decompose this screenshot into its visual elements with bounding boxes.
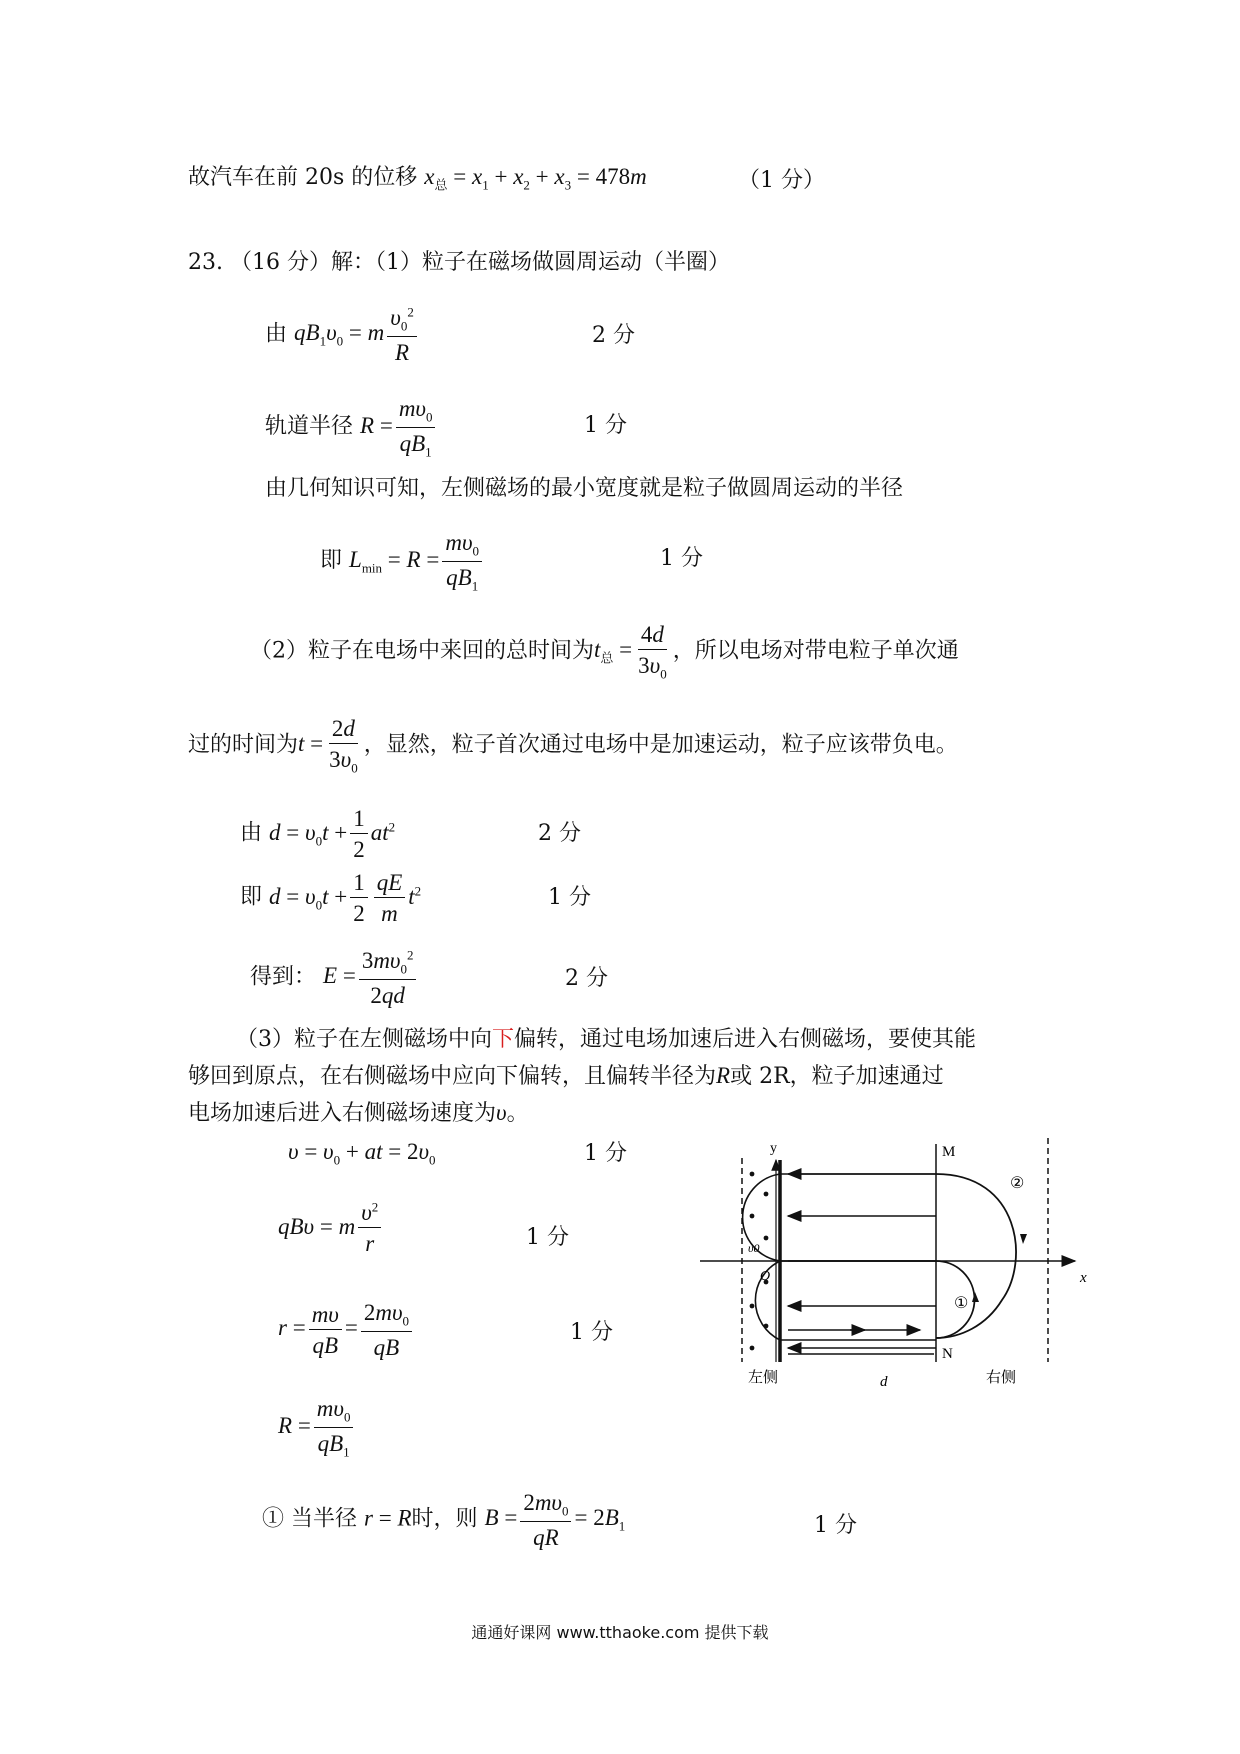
part3-paragraph: （3）粒子在左侧磁场中向下偏转，通过电场加速后进入右侧磁场，要使其能 够回到原点，在右侧磁场中应向下偏转，且偏转半径为R或 2R，粒子加速通过 电场加速后进入右侧磁场速度为υ。 [188, 1027, 977, 1126]
equation-velocity: $\upsilon = \upsilon_0$ + at = $2\upsilon_0$ [288, 1139, 436, 1168]
equation-displacement: 由 $d = \upsilon_0t$ + $\frac{1}{2}$ $at^2$ [240, 806, 396, 863]
score-lorentz: 2 分 [592, 323, 635, 348]
equation-displacement-2: 即 $d = \upsilon_0t$ + $\frac{1}{2}$ $\frac{qE}{m}$ $t^2$ [240, 870, 422, 927]
case1-mid: 时，则 [411, 1506, 478, 1532]
score-radius-2: 1 分 [570, 1320, 613, 1345]
score-lmin: 1 分 [660, 546, 703, 571]
equation-radius-2: r = $\frac{m\upsilon}{qB}$ = $\frac{2m\upsilon_0}{qB}$ [278, 1300, 415, 1360]
part3-highlight: 下 [492, 1027, 515, 1052]
label-left-side: 左侧 [748, 1370, 779, 1386]
part3-line2-b: 或 2R，粒子加速通过 [730, 1064, 944, 1089]
score-radius: 1 分 [584, 413, 627, 438]
label-right-side: 右侧 [986, 1370, 1017, 1386]
part2-line1: （2）粒子在电场中来回的总时间为$t_总$ = $\frac{4d}{3\upsilon_0}$ ，所以电场对带电粒子单次通 [250, 622, 959, 682]
label-n: N [942, 1346, 953, 1362]
score-field: 2 分 [565, 966, 608, 991]
part2-text-b: ，所以电场对带电粒子单次通 [672, 638, 959, 664]
result-score: （1 分） [738, 168, 825, 193]
question-heading: 23. （16 分）解：（1）粒子在磁场做圆周运动（半圈） [188, 250, 730, 275]
label-m: M [942, 1144, 956, 1160]
equation-lorentz: 由 $qB_1\upsilon_0 = m$ $\frac{\upsilon_0^2}{R}$ [265, 305, 420, 365]
part2-text-d: ，显然，粒子首次通过电场中是加速运动，粒子应该带负电。 [363, 732, 958, 758]
score-velocity: 1 分 [584, 1141, 627, 1166]
case1-prefix: ① 当半径 [262, 1506, 357, 1532]
equation-field: 得到： E = $\frac{3m\upsilon_0^2}{2qd}$ [250, 948, 419, 1008]
result-line [188, 163, 647, 193]
label-d: d [880, 1374, 888, 1390]
part3-line3: 电场加速后进入右侧磁场速度为 [188, 1101, 497, 1126]
score-displacement-2: 1 分 [548, 885, 591, 910]
part2-text-c: 过的时间为 [188, 732, 299, 758]
case1-line: ① 当半径 r = R时，则 B = $\frac{2m\upsilon_0}{qR}$ = $2B_1$ [262, 1490, 626, 1550]
radius-label: 轨道半径 [265, 414, 354, 440]
geometry-text: 由几何知识可知，左侧磁场的最小宽度就是粒子做圆周运动的半径 [265, 476, 904, 501]
equation-radius: 轨道半径 R = $\frac{m\upsilon_0}{qB_1}$ [265, 396, 438, 460]
part3-line2: 够回到原点，在右侧磁场中应向下偏转，且偏转半径为 [188, 1064, 717, 1089]
eq-d2-prefix: 即 [240, 884, 263, 910]
lmin-prefix: 即 [320, 548, 343, 574]
eq-d1-prefix: 由 [240, 820, 263, 846]
eq-e-prefix: 得到： [250, 964, 317, 990]
part3-text-a: （3）粒子在左侧磁场中向 [236, 1027, 492, 1052]
result-text: 故汽车在前 20s 的位移 [188, 165, 418, 190]
label-path1: ① [954, 1295, 969, 1312]
score-displacement: 2 分 [538, 821, 581, 846]
page-footer: 通通好课网 www.tthaoke.com 提供下载 [471, 1623, 769, 1642]
eq-prefix: 由 [265, 321, 288, 347]
part2-text-a: （2）粒子在电场中来回的总时间为 [250, 638, 594, 664]
label-v0: υ0 [748, 1241, 760, 1255]
part3-text-b: 偏转，通过电场加速后进入右侧磁场，要使其能 [514, 1027, 977, 1052]
equation-lmin: 即 $L_{min} = R$ = $\frac{m\upsilon_0}{qB_1}$ [320, 530, 485, 594]
label-o: O [760, 1269, 771, 1284]
arrow-path2 [1020, 1234, 1027, 1244]
score-lorentz-2: 1 分 [526, 1225, 569, 1250]
equation-radius-3: R = $\frac{m\upsilon_0}{qB_1}$ [278, 1396, 356, 1460]
result-formula: $x_总 = x_1 + x_2 + x_3 = 478m$ [424, 164, 647, 193]
score-case1: 1 分 [814, 1513, 857, 1538]
equation-lorentz-2: qBυ = m $\frac{\upsilon^2}{r}$ [278, 1200, 384, 1257]
trajectory-diagram [690, 1130, 1100, 1400]
part2-line2: 过的时间为t = $\frac{2d}{3\upsilon_0}$ ，显然，粒子首次通过电场中是加速运动，粒子应该带负电。 [188, 716, 958, 776]
arrow-path1 [972, 1292, 979, 1302]
label-path2: ② [1010, 1175, 1025, 1192]
label-y: y [770, 1141, 777, 1156]
path-2 [936, 1174, 1016, 1338]
label-x: x [1080, 1270, 1087, 1286]
